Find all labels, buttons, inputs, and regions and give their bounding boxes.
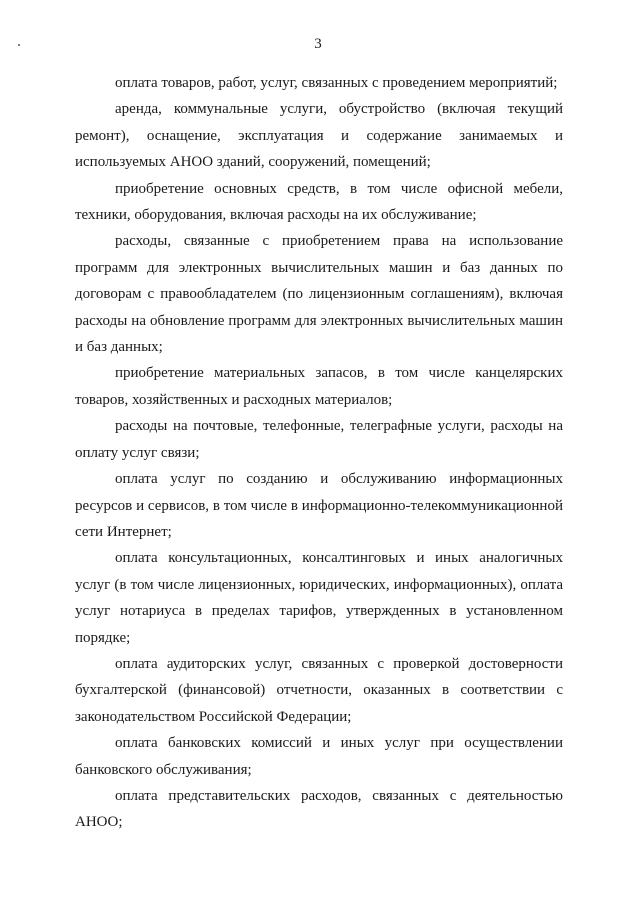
paragraph: аренда, коммунальные услуги, обустройство (включая текущий ремонт), оснащение, эксплуатация и содержание занимаемых и используемых АНОО зданий, сооружений, помещений; [75,101,563,171]
paragraph: расходы, связанные с приобретением права на использование программ для электронных вычислительных машин и баз данных по договорам с правообладателем (по лицензионным соглашениям), включая расходы на обновление программ для электронных вычислительных машин и баз данных; [75,233,563,356]
paragraph: оплата услуг по созданию и обслуживанию информационных ресурсов и сервисов, в том числе в информационно-телекоммуникационной сети Интернет; [75,471,563,540]
page-number: 3 [314,36,322,52]
paragraph: приобретение основных средств, в том числе офисной мебели, техники, оборудования, включая расходы на их обслуживание; [75,180,563,224]
paragraph: оплата консультационных, консалтинговых и иных аналогичных услуг (в том числе лицензионных, юридических, информационных), оплата услуг нотариуса в пределах тарифов, утвержденных в установленном порядке; [75,550,563,646]
document-body [75,70,563,836]
paragraph: расходы на почтовые, телефонные, телеграфные услуги, расходы на оплату услуг связи; [75,418,563,461]
paragraph: оплата товаров, работ, услуг, связанных с проведением мероприятий; [115,75,558,91]
paragraph: оплата представительских расходов, связанных с деятельностью АНОО; [75,787,563,831]
paragraph: оплата аудиторских услуг, связанных с проверкой достоверности бухгалтерской (финансовой) отчетности, оказанных в соответствии с законодательством Российской Федерации; [75,655,563,725]
paragraph: оплата банковских комиссий и иных услуг при осуществлении банковского обслуживания; [75,735,563,778]
paragraph: приобретение материальных запасов, в том числе канцелярских товаров, хозяйственных и расходных материалов; [75,365,563,408]
